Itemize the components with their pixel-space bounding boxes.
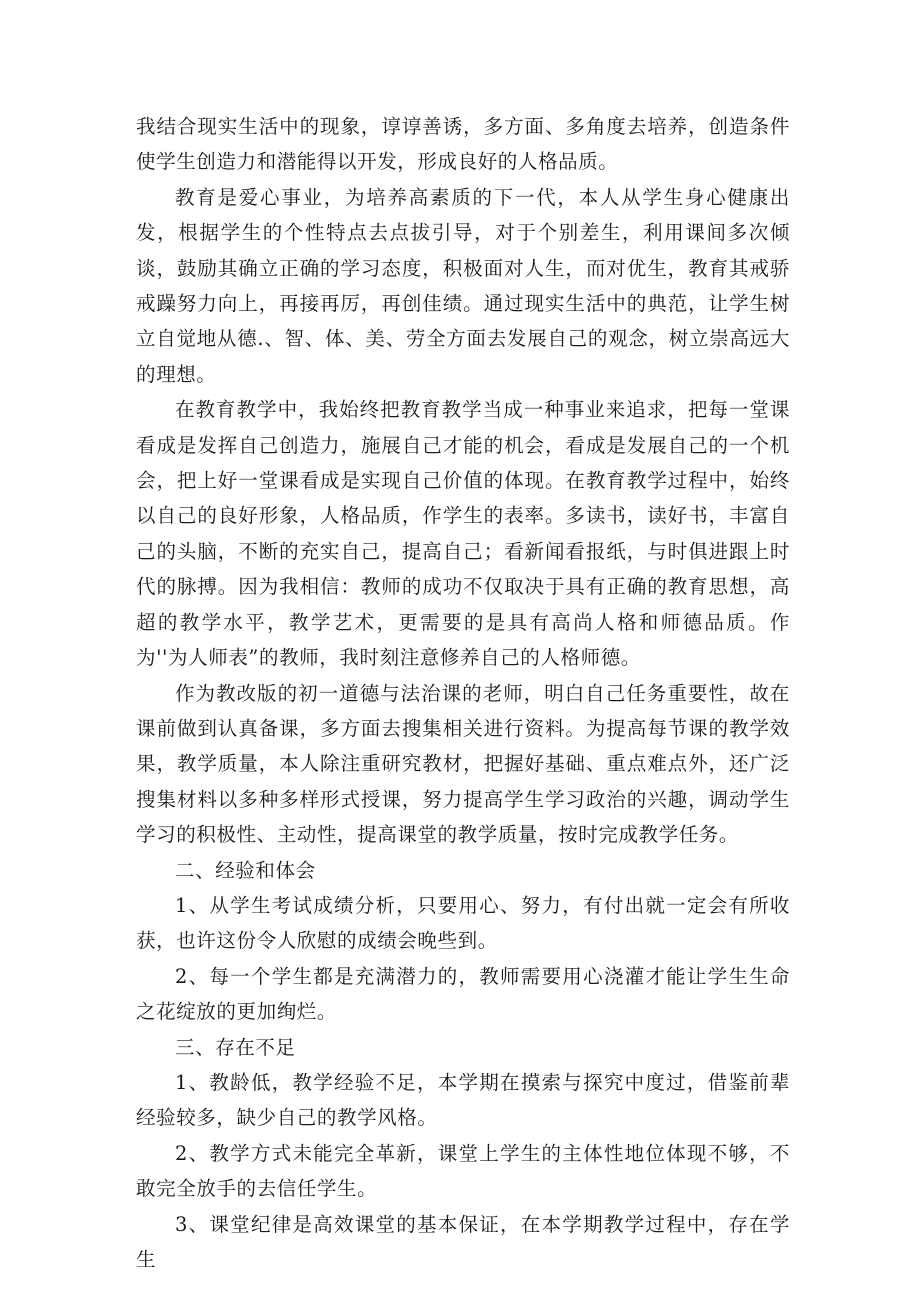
section-heading-shortcomings: 三、存在不足	[175, 1035, 296, 1059]
list-item-shortcoming-2: 2、教学方式未能完全革新，课堂上学生的主体性地位体现不够，不敢完全放手的去信任学生。	[136, 1141, 790, 1201]
paragraph-teaching-career: 在教育教学中，我始终把教育教学当成一种事业来追求，把每一堂课看成是发挥自己创造力，施展自己才能的机会，看成是发展自己的一个机会，把上好一堂课看成是实现自己价值的体现。在教育教学过程中，始终以自己的良好形象，人格品质，作学生的表率。多读书，读好书，丰富自己的头脑，不断的充实自己，提高自己；看新闻看报纸，与时俱进跟上时代的脉搏。因为我相信：教师的成功不仅取决于具有正确的教育思想，高超的教学水平，教学艺术，更需要的是具有高尚人格和师德品质。作为''为人师表”的教师，我时刻注意修养自己的人格师德。	[136, 398, 790, 670]
list-item-shortcoming-3: 3、课堂纪律是高效课堂的基本保证，在本学期教学过程中，存在学生	[136, 1212, 790, 1271]
list-item-experience-1: 1、从学生考试成绩分析，只要用心、努力，有付出就一定会有所收获，也许这份令人欣慰的成绩会晚些到。	[136, 893, 790, 953]
paragraph-love-career: 教育是爱心事业，为培养高素质的下一代，本人从学生身心健康出发，根据学生的个性特点去点拔引导，对于个别差生，利用课间多次倾谈，鼓励其确立正确的学习态度，积极面对人生，而对优生，教育其戒骄戒躁努力向上，再接再厉，再创佳绩。通过现实生活中的典范，让学生树立自觉地从德.、智、体、美、劳全方面去发展自己的观念，树立崇高远大的理想。	[136, 185, 790, 386]
section-heading-experience: 二、经验和体会	[175, 858, 316, 882]
document-body	[136, 109, 790, 1277]
list-item-shortcoming-1: 1、教龄低，教学经验不足，本学期在摸索与探究中度过，借鉴前辈经验较多，缺少自己的教学风格。	[136, 1070, 790, 1130]
paragraph-course-preparation: 作为教改版的初一道德与法治课的老师，明白自己任务重要性，故在课前做到认真备课，多方面去搜集相关进行资料。为提高每节课的教学效果，教学质量，本人除注重研究教材，把握好基础、重点难点外，还广泛搜集材料以多种多样形式授课，努力提高学生学习政治的兴趣，调动学生学习的积极性、主动性，提高课堂的教学质量，按时完成教学任务。	[136, 681, 790, 847]
paragraph-continuation: 我结合现实生活中的现象，谆谆善诱，多方面、多角度去培养，创造条件使学生创造力和潜能得以开发，形成良好的人格品质。	[136, 115, 790, 174]
list-item-experience-2: 2、每一个学生都是充满潜力的，教师需要用心浇灌才能让学生生命之花绽放的更加绚烂。	[136, 964, 790, 1024]
